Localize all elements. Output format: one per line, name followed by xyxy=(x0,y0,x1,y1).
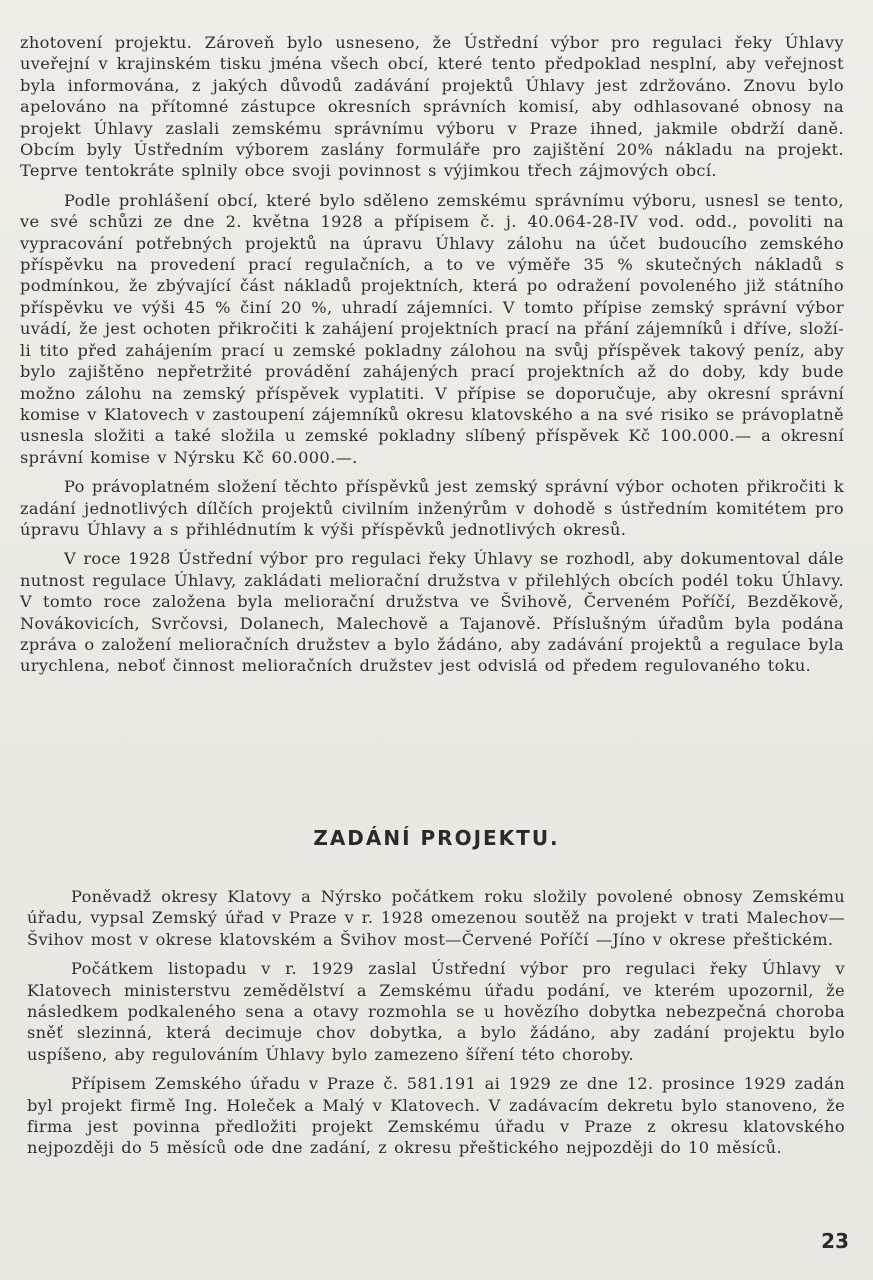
page-number: 23 xyxy=(821,1229,849,1253)
body-text-top xyxy=(20,32,844,685)
paragraph: Počátkem listopadu v r. 1929 zaslal Ústřední výbor pro regulaci řeky Úhlavy v Klatovech ministerstvu zemědělství a Zemskému úřadu podání, ve kterém upozornil, že následkem podkaleného sena a otavy rozmohla se u hovězího dobytka nebezpečná choroba sněť slezinná, která decimuje chov dobytka, a bylo žádáno, aby zadání projektu bylo uspíšeno, aby regulováním Úhlavy bylo zamezeno šíření této choroby. xyxy=(27,959,845,1064)
paragraph: Přípisem Zemského úřadu v Praze č. 581.191 ai 1929 ze dne 12. prosince 1929 zadán byl projekt firmě Ing. Holeček a Malý v Klatovech. V zadávacím dekretu bylo stanoveno, že firma jest povinna předložiti projekt Zemskému úřadu v Praze z okresu klatovského nejpozději do 5 měsíců ode dne zadání, z okresu přeštického nejpozději do 10 měsíců. xyxy=(27,1074,845,1158)
paragraph: Poněvadž okresy Klatovy a Nýrsko počátkem roku složily povolené obnosy Zemskému úřadu, vypsal Zemský úřad v Praze v r. 1928 omezenou soutěž na projekt v trati Malechov—Švihov most v okrese klatovském a Švihov most—Červené Poříčí —Jíno v okrese přeštickém. xyxy=(27,887,845,949)
section-heading: ZADÁNÍ PROJEKTU. xyxy=(313,826,560,850)
paragraph-continued: zhotovení projektu. Zároveň bylo usneseno, že Ústřední výbor pro regulaci řeky Úhlavy uveřejní v krajinském tisku jména všech obcí, které tento předpoklad nesplní, aby veřejnost byla informována, z jakých důvodů zadávání projektů Úhlavy jest zdržováno. Znovu bylo apelováno na přítomné zástupce okresních správních komisí, aby odhlasované obnosy na projekt Úhlavy zaslali zemskému správnímu výboru v Praze ihned, jakmile obdrží daně. Obcím byly Ústředním výborem zaslány formuláře pro zajištění 20% nákladu na projekt. Teprve tentokráte splnily obce svoji povinnost s výjimkou třech zájmových obcí. xyxy=(20,33,844,181)
body-text-bottom xyxy=(27,886,845,1167)
paragraph: Podle prohlášení obcí, které bylo sděleno zemskému správnímu výboru, usnesl se tento, ve své schůzi ze dne 2. května 1928 a přípisem č. j. 40.064-28-IV vod. odd., povoliti na vypracování potřebných projektů na úpravu Úhlavy zálohu na účet budoucího zemského příspěvku na provedení prací regulačních, a to ve výměře 35 % skutečných nákladů s podmínkou, že zbývající část nákladů projektních, která po odražení povoleného již státního příspěvku ve výši 45 % činí 20 %, uhradí zájemníci. V tomto přípise zemský správní výbor uvádí, že jest ochoten přikročiti k zahájení projektních prací na přání zájemníků i dříve, složí-li tito před zahájením prací u zemské pokladny zálohou na svůj příspěvek takový peníz, aby bylo zajištěno nepřetržité provádění zahájených prací projektních až do doby, kdy bude možno zálohu na zemský příspěvek vyplatiti. V přípise se doporučuje, aby okresní správní komise v Klatovech v zastoupení zájemníků okresu klatovského a na své risiko se právoplatně usnesla složiti a také složila u zemské pokladny slíbený příspěvek Kč 100.000.— a okresní správní komise v Nýrsku Kč 60.000.—. xyxy=(20,190,844,467)
paragraph: Po právoplatném složení těchto příspěvků jest zemský správní výbor ochoten přikročiti k zadání jednotlivých dílčích projektů civilním inženýrům v dohodě s ústředním komitétem pro úpravu Úhlavy a s přihlédnutím k výši příspěvků jednotlivých okresů. xyxy=(20,477,844,539)
paragraph: V roce 1928 Ústřední výbor pro regulaci řeky Úhlavy se rozhodl, aby dokumentoval dále nutnost regulace Úhlavy, zakládati meliorační družstva v přilehlých obcích podél toku Úhlavy. V tomto roce založena byla meliorační družstva ve Švihově, Červeném Poříčí, Bezděkově, Novákovicích, Svrčovsi, Dolanech, Malechově a Tajanově. Příslušným úřadům byla podána zpráva o založení melioračních družstev a bylo žádáno, aby zadávání projektů a regulace byla urychlena, neboť činnost melioračních družstev jest odvislá od předem regulovaného toku. xyxy=(20,549,844,676)
